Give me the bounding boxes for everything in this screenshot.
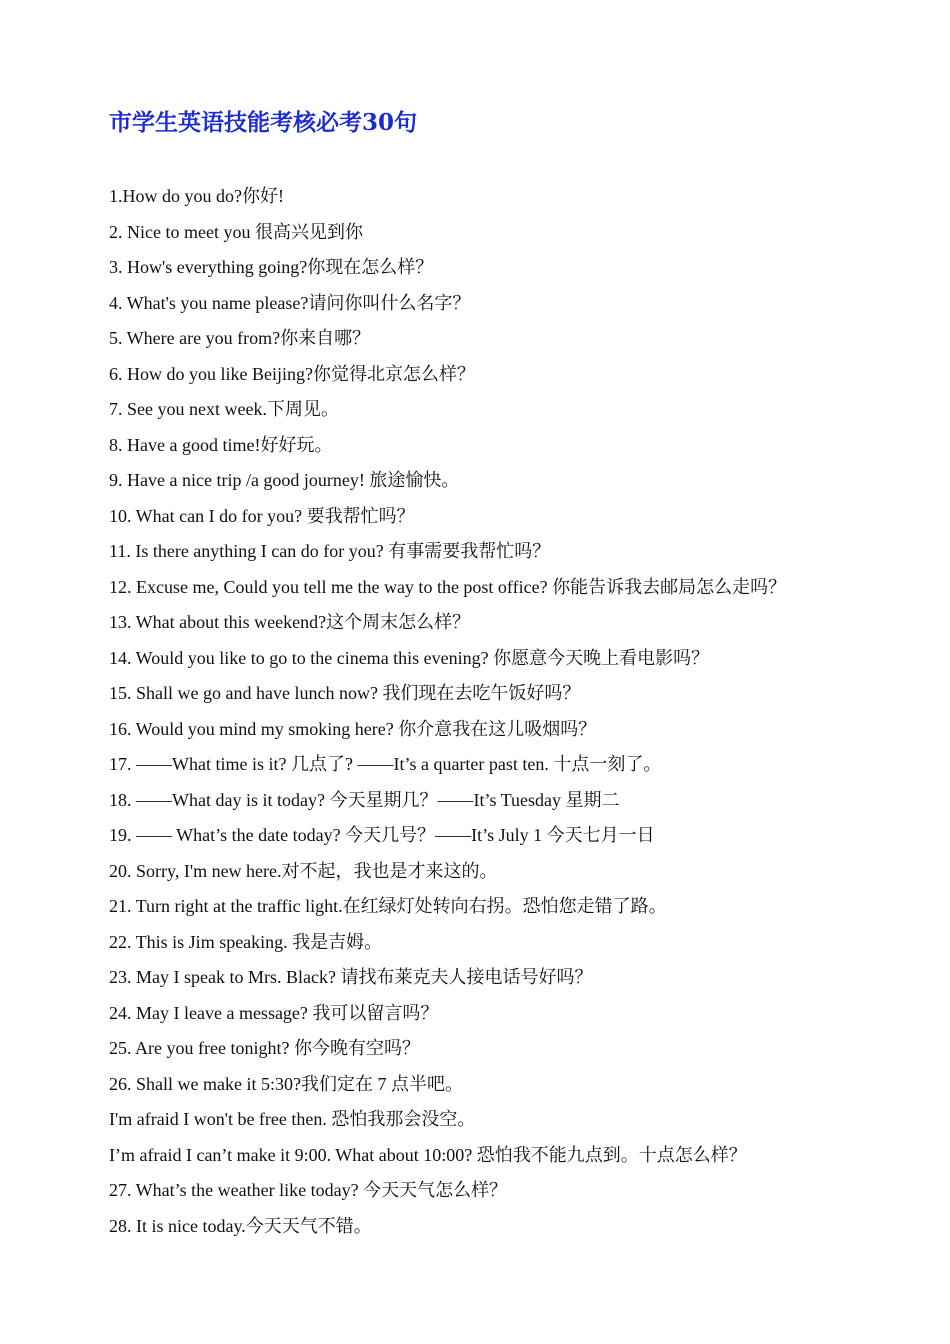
sentence-line: 4. What's you name please?请问你叫什么名字？ <box>109 292 471 313</box>
sentence-line: 8. Have a good time!好好玩。 <box>109 434 333 455</box>
sentence-line: 5. Where are you from?你来自哪？ <box>109 328 371 348</box>
sentence-line: 12. Excuse me, Could you tell me the way to the post office? 你能告诉我去邮局怎么走吗？ <box>109 576 787 597</box>
sentence-list <box>109 179 929 1244</box>
sentence-line: 18. ——What day is it today? 今天星期几？——It’s Tuesday 星期二 <box>109 789 620 810</box>
page-title: 市学生英语技能考核必考30句 <box>109 109 418 136</box>
sentence-line: I’m afraid I can’t make it 9:00. What about 10:00? 恐怕我不能九点到。十点怎么样？ <box>109 1144 747 1165</box>
sentence-line: 16. Would you mind my smoking here? 你介意我在这儿吸烟吗？ <box>109 718 597 739</box>
sentence-line: 23. May I speak to Mrs. Black? 请找布莱克夫人接电话号好吗？ <box>109 967 593 987</box>
sentence-line: 27. What’s the weather like today? 今天天气怎么样？ <box>109 1180 508 1200</box>
sentence-line: 2. Nice to meet you 很高兴见到你 <box>109 221 363 242</box>
sentence-line: 20. Sorry, I'm new here.对不起，我也是才来这的。 <box>109 860 498 881</box>
sentence-line: 3. How's everything going?你现在怎么样？ <box>109 257 434 277</box>
sentence-line: 19. —— What’s the date today? 今天几号？——It’s July 1 今天七月一日 <box>109 825 655 845</box>
sentence-line: 13. What about this weekend?这个周末怎么样？ <box>109 612 471 632</box>
sentence-line: 11. Is there anything I can do for you? 有事需要我帮忙吗？ <box>109 541 551 561</box>
sentence-line: 9. Have a nice trip /a good journey! 旅途愉快。 <box>109 470 460 490</box>
sentence-line: 14. Would you like to go to the cinema this evening? 你愿意今天晚上看电影吗？ <box>109 647 710 668</box>
sentence-line: 15. Shall we go and have lunch now? 我们现在去吃午饭好吗？ <box>109 683 581 703</box>
sentence-line: I'm afraid I won't be free then. 恐怕我那会没空。 <box>109 1109 476 1129</box>
sentence-line: 24. May I leave a message? 我可以留言吗？ <box>109 1002 439 1023</box>
sentence-line: 17. ——What time is it? 几点了? ——It’s a quarter past ten. 十点一刻了。 <box>109 754 662 774</box>
sentence-line: 22. This is Jim speaking. 我是吉姆。 <box>109 931 383 952</box>
sentence-line: 25. Are you free tonight? 你今晚有空吗？ <box>109 1038 420 1058</box>
sentence-line: 26. Shall we make it 5:30?我们定在 7 点半吧。 <box>109 1073 463 1094</box>
sentence-line: 1.How do you do?你好! <box>109 186 284 206</box>
sentence-line: 28. It is nice today.今天天气不错。 <box>109 1215 372 1236</box>
sentence-line: 21. Turn right at the traffic light.在红绿灯处转向右拐。恐怕您走错了路。 <box>109 896 667 916</box>
sentence-line: 10. What can I do for you? 要我帮忙吗？ <box>109 505 415 526</box>
sentence-line: 7. See you next week.下周见。 <box>109 399 339 419</box>
sentence-line: 6. How do you like Beijing?你觉得北京怎么样？ <box>109 363 475 384</box>
